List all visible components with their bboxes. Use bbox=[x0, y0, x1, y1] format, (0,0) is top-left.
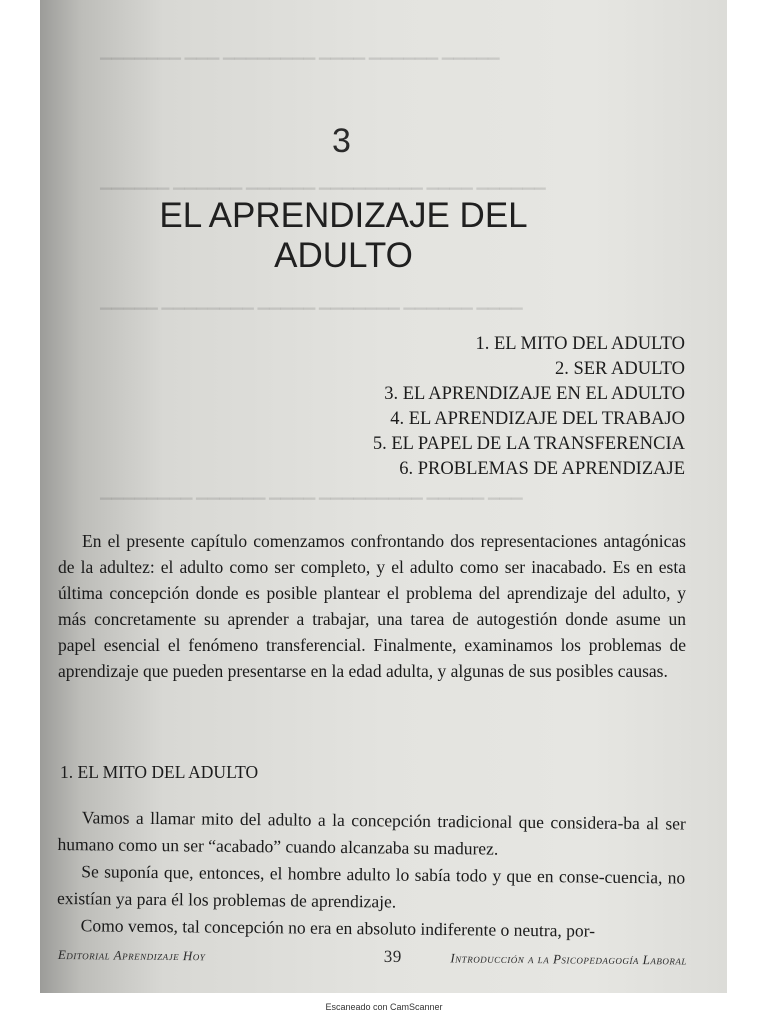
bleed-through-text: ▁▁▁▁▁ ▁▁▁▁▁▁▁▁ ▁▁▁▁▁ ▁▁▁▁▁▁▁ ▁▁▁▁▁▁ ▁▁▁▁ bbox=[100, 294, 523, 310]
footer-book-title: Introducción a la Psicopedagogía Laboral bbox=[450, 950, 687, 968]
toc-item: 4. EL APRENDIZAJE DEL TRABAJO bbox=[390, 409, 685, 429]
section-heading: 1. EL MITO DEL ADULTO bbox=[60, 762, 259, 782]
section-body bbox=[57, 804, 686, 946]
chapter-contents bbox=[373, 332, 685, 482]
paragraph: Se suponía que, entonces, el hombre adulto lo sabía todo y que en conse-cuencia, no existían ya para él los problemas de aprendizaje. bbox=[56, 861, 686, 912]
page-footer bbox=[58, 944, 687, 969]
toc-item: 3. EL APRENDIZAJE EN EL ADULTO bbox=[384, 384, 685, 404]
scanner-watermark: Escaneado con CamScanner bbox=[325, 1002, 443, 1012]
toc-item: 5. EL PAPEL DE LA TRANSFERENCIA bbox=[372, 434, 685, 454]
chapter-number: 3 bbox=[332, 122, 351, 160]
intro-paragraph: En el presente capítulo comenzamos confrontando dos representaciones antagónicas de la adultez: el adulto como ser completo, y el adulto como ser inacabado. Es en esta última concepción donde es posible plantear el problema del aprendizaje del adulto, y más concretamente su aprender a trabajar, una tarea de autogestión donde asume un papel esencial el fenómeno transferencial. Finalmente, examinamos los problemas de aprendizaje que pueden presentarse en la edad adulta, y algunas de sus posibles causas. bbox=[58, 531, 686, 681]
bleed-through-text: ▁▁▁▁▁▁ ▁▁▁▁▁▁ ▁▁▁▁▁▁ ▁▁▁▁▁▁▁▁▁ ▁▁▁▁ ▁▁▁▁▁▁ bbox=[100, 174, 546, 190]
bleed-through-text: ▁▁▁▁▁▁▁▁ ▁▁▁▁▁▁ ▁▁▁▁ ▁▁▁▁▁▁▁▁▁ ▁▁▁▁▁ ▁▁▁ bbox=[100, 484, 523, 500]
scanned-page bbox=[40, 0, 727, 993]
toc-item: 1. EL MITO DEL ADULTO bbox=[475, 334, 685, 354]
paragraph: Como vemos, tal concepción no era en absoluto indiferente o neutra, por- bbox=[80, 915, 596, 941]
chapter-title-text: EL APRENDIZAJE DEL ADULTO bbox=[159, 196, 528, 275]
paragraph: Vamos a llamar mito del adulto a la concepción tradicional que considera-ba al ser humano como un ser “acabado” cuando alcanzaba su madurez. bbox=[57, 807, 686, 859]
footer-publisher: Editorial Aprendizaje Hoy bbox=[57, 946, 206, 964]
toc-item: 6. PROBLEMAS DE APRENDIZAJE bbox=[399, 459, 685, 479]
toc-item: 2. SER ADULTO bbox=[554, 359, 685, 379]
bleed-through-text: ▁▁▁▁▁▁▁ ▁▁▁ ▁▁▁▁▁▁▁▁ ▁▁▁▁ ▁▁▁▁▁▁ ▁▁▁▁▁ bbox=[100, 44, 500, 60]
chapter-title bbox=[40, 196, 687, 276]
page-number: 39 bbox=[383, 946, 402, 967]
